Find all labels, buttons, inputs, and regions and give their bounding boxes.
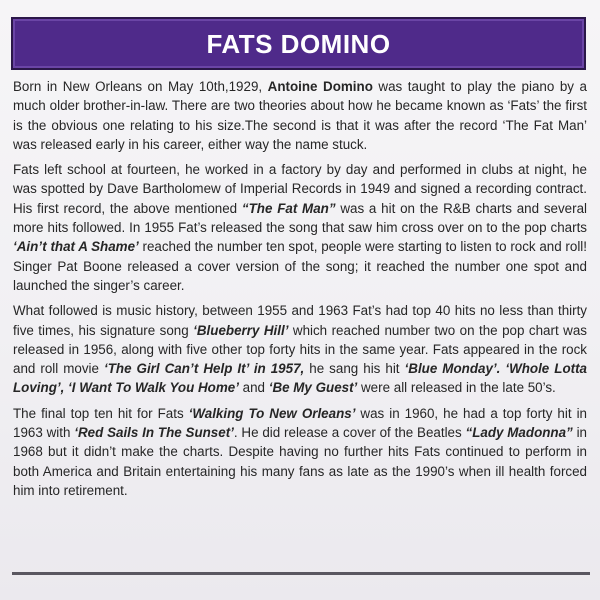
- song-title: ‘Blueberry Hill’: [193, 322, 289, 338]
- song-title: ‘Blue Monday’. ‘Whole Lotta Loving’, ‘I Want To Walk You Home’: [13, 361, 587, 396]
- movie-title: ‘The Girl Can’t Help It’ in 1957,: [103, 361, 305, 377]
- biography-text: [13, 77, 587, 506]
- paragraph-2: [13, 160, 587, 295]
- text-span: was taught to play the piano by a much older brother-in-law. There are two theories about how he became known as ‘Fats’ the first is the obvious one relating to his size.The second is that it was after the record ‘The Fat Man’ was released early in his career, either way the name stuck.: [13, 79, 587, 152]
- text-span: Born in New Orleans on May 10th,1929,: [13, 79, 268, 94]
- song-title: “The Fat Man”: [241, 200, 336, 216]
- bottom-divider: [12, 572, 590, 575]
- text-span: was in 1960, he had a top forty hit in 1963 with: [13, 405, 587, 441]
- page-title: FATS DOMINO: [206, 28, 391, 59]
- paragraph-4: [13, 404, 587, 500]
- song-title: ‘Walking To New Orleans’: [188, 405, 356, 421]
- text-span: which reached number two on the pop chart was released in 1956, along with five other top forty hits in the same year. Fats appeared in the rock and roll movie: [13, 322, 587, 377]
- text-span: . He did release a cover of the Beatles: [233, 425, 466, 441]
- text-span: The final top ten hit for Fats: [13, 405, 189, 421]
- song-title: ‘Red Sails In The Sunset’: [74, 425, 234, 441]
- song-title: ‘Ain’t that A Shame’: [13, 239, 139, 255]
- text-span: What followed is music history, between 1955 and 1963 Fat’s had top 40 hits no less than thirty five times, his signature song: [13, 303, 587, 338]
- text-span: Fats left school at fourteen, he worked in a factory by day and performed in clubs at night, he was spotted by Dave Bartholomew of Imperial Records in 1949 and signed a recording contract. His first record, the above mentioned: [13, 162, 587, 216]
- title-banner: [11, 17, 586, 70]
- song-title: “Lady Madonna”: [465, 425, 573, 441]
- text-span: in 1968 but it didn’t make the charts. Despite having no further hits Fats continued to perform in both America and Britain entertaining his many fans as late as the 1990’s when ill health forced him into retirement.: [13, 425, 587, 498]
- text-span: were all released in the late 50’s.: [357, 380, 556, 396]
- text-span: and: [238, 380, 269, 396]
- text-span: he sang his hit: [304, 361, 405, 377]
- song-title: ‘Be My Guest’: [268, 380, 358, 396]
- text-span: was a hit on the R&B charts and several more hits followed. In 1955 Fat’s released the song that saw him cross over on to the pop charts: [13, 200, 587, 236]
- paragraph-1: [13, 77, 587, 154]
- paragraph-3: [13, 301, 587, 397]
- text-span: reached the number ten spot, people were starting to listen to rock and roll! Singer Pat Boone released a cover version of the song; it reached the number one spot and launched the singer’s career.: [13, 239, 587, 293]
- artist-name: Antoine Domino: [267, 79, 373, 94]
